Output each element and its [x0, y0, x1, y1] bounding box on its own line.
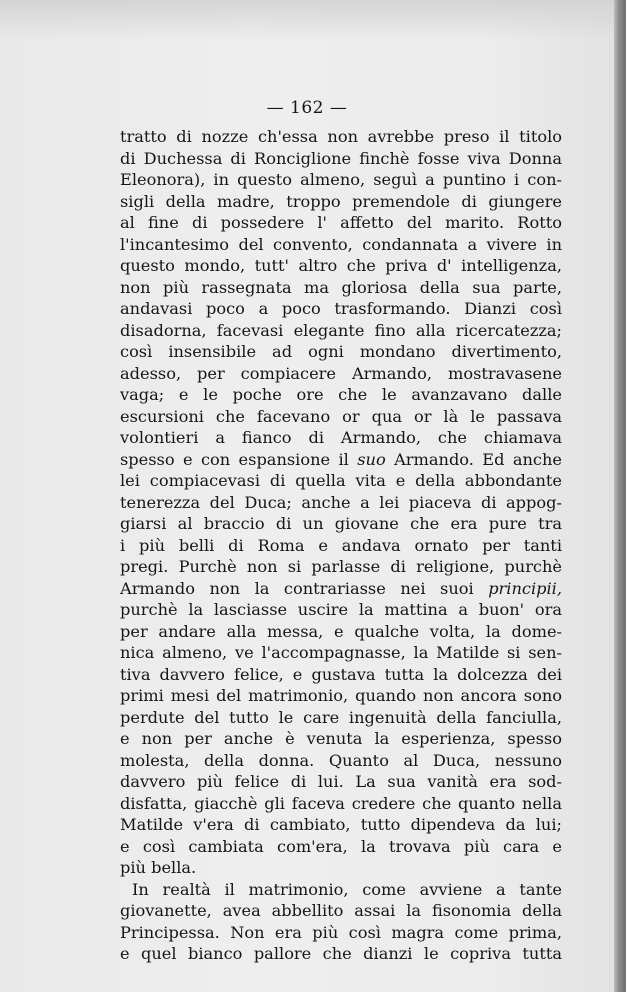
text-line-4: sigli della madre, troppo premendole di giungere: [120, 191, 562, 211]
text-line-26: tiva davvero felice, e gustava tutta la dolcezza dei: [120, 664, 562, 684]
text-segment: spesso e con espansione il: [120, 449, 358, 469]
text-line-15: volontieri a fianco di Armando, che chiamava: [120, 428, 562, 447]
text-line-10: disadorna, facevasi elegante fino alla ricercatezza;: [120, 320, 562, 340]
italic-word: suo: [357, 449, 386, 469]
text-line-33: Matilde v'era di cambiato, tutto dipendeva da lui;: [120, 815, 562, 834]
text-line-25: nica almeno, ve l'accompagnasse, la Matilde si sen-: [120, 643, 562, 662]
text-line-22: [120, 578, 562, 600]
italic-word: principii,: [488, 578, 562, 598]
text-line-8: non più rassegnata ma gloriosa della sua parte,: [120, 277, 562, 297]
text-line-30: molesta, della donna. Quanto al Duca, nessuno: [120, 750, 562, 770]
text-line-21: pregi. Purchè non si parlasse di religione, purchè: [120, 557, 562, 576]
body-text: [120, 126, 562, 965]
text-line-17: lei compiacevasi di quella vita e della abbondante: [120, 471, 562, 490]
text-line-31: davvero più felice di lui. La sua vanità era sod-: [120, 772, 562, 791]
text-line-20: i più belli di Roma e andava ornato per tanti: [120, 535, 562, 555]
page-edge: [614, 0, 626, 992]
text-line-16: [120, 449, 562, 471]
text-line-12: adesso, per compiacere Armando, mostravasene: [120, 363, 562, 383]
text-line-2: di Duchessa di Ronciglione finchè fosse viva Donna: [120, 148, 562, 168]
text-line-36: In realtà il matrimonio, come avviene a tante: [132, 879, 562, 899]
text-line-1: tratto di nozze ch'essa non avrebbe preso il titolo: [120, 127, 562, 146]
text-line-35: più bella.: [120, 858, 197, 877]
text-line-19: giarsi al braccio di un giovane che era pure tra: [120, 514, 562, 533]
text-line-27: primi mesi del matrimonio, quando non ancora sono: [120, 686, 562, 705]
text-line-13: vaga; e le poche ore che le avanzavano dalle: [120, 385, 562, 404]
text-line-18: tenerezza del Duca; anche a lei piaceva di appog-: [120, 492, 562, 512]
text-line-11: così insensibile ad ogni mondano divertimento,: [120, 342, 562, 361]
text-line-14: escursioni che facevano or qua or là le passava: [120, 406, 562, 426]
text-line-3: Eleonora), in questo almeno, seguì a puntino i con-: [120, 170, 562, 189]
text-line-28: perdute del tutto le care ingenuità della fanciulla,: [120, 707, 562, 727]
text-line-24: per andare alla messa, e qualche volta, la dome-: [120, 621, 562, 641]
text-line-37: giovanette, avea abbellito assai la fisonomia della: [120, 901, 562, 920]
text-line-5: al fine di possedere l' affetto del marito. Rotto: [120, 213, 562, 232]
text-line-9: andavasi poco a poco trasformando. Dianzi così: [120, 299, 562, 318]
text-segment: Armando. Ed anche: [385, 449, 562, 469]
text-segment: Armando non la contrariasse nei suoi: [120, 578, 489, 598]
text-line-39: e quel bianco pallore che dianzi le copriva tutta: [120, 944, 562, 963]
text-line-29: e non per anche è venuta la esperienza, spesso: [120, 729, 562, 748]
page-number: — 162 —: [266, 98, 348, 118]
text-line-38: Principessa. Non era più così magra come prima,: [120, 922, 562, 942]
text-line-34: e così cambiata com'era, la trovava più cara e: [120, 836, 562, 856]
text-line-32: disfatta, giacchè gli faceva credere che quanto nella: [120, 793, 562, 813]
page-top-shadow: [0, 0, 614, 40]
text-line-6: l'incantesimo del convento, condannata a vivere in: [120, 234, 562, 254]
text-line-7: questo mondo, tutt' altro che priva d' intelligenza,: [120, 256, 562, 275]
text-line-23: purchè la lasciasse uscire la mattina a buon' ora: [120, 600, 562, 619]
